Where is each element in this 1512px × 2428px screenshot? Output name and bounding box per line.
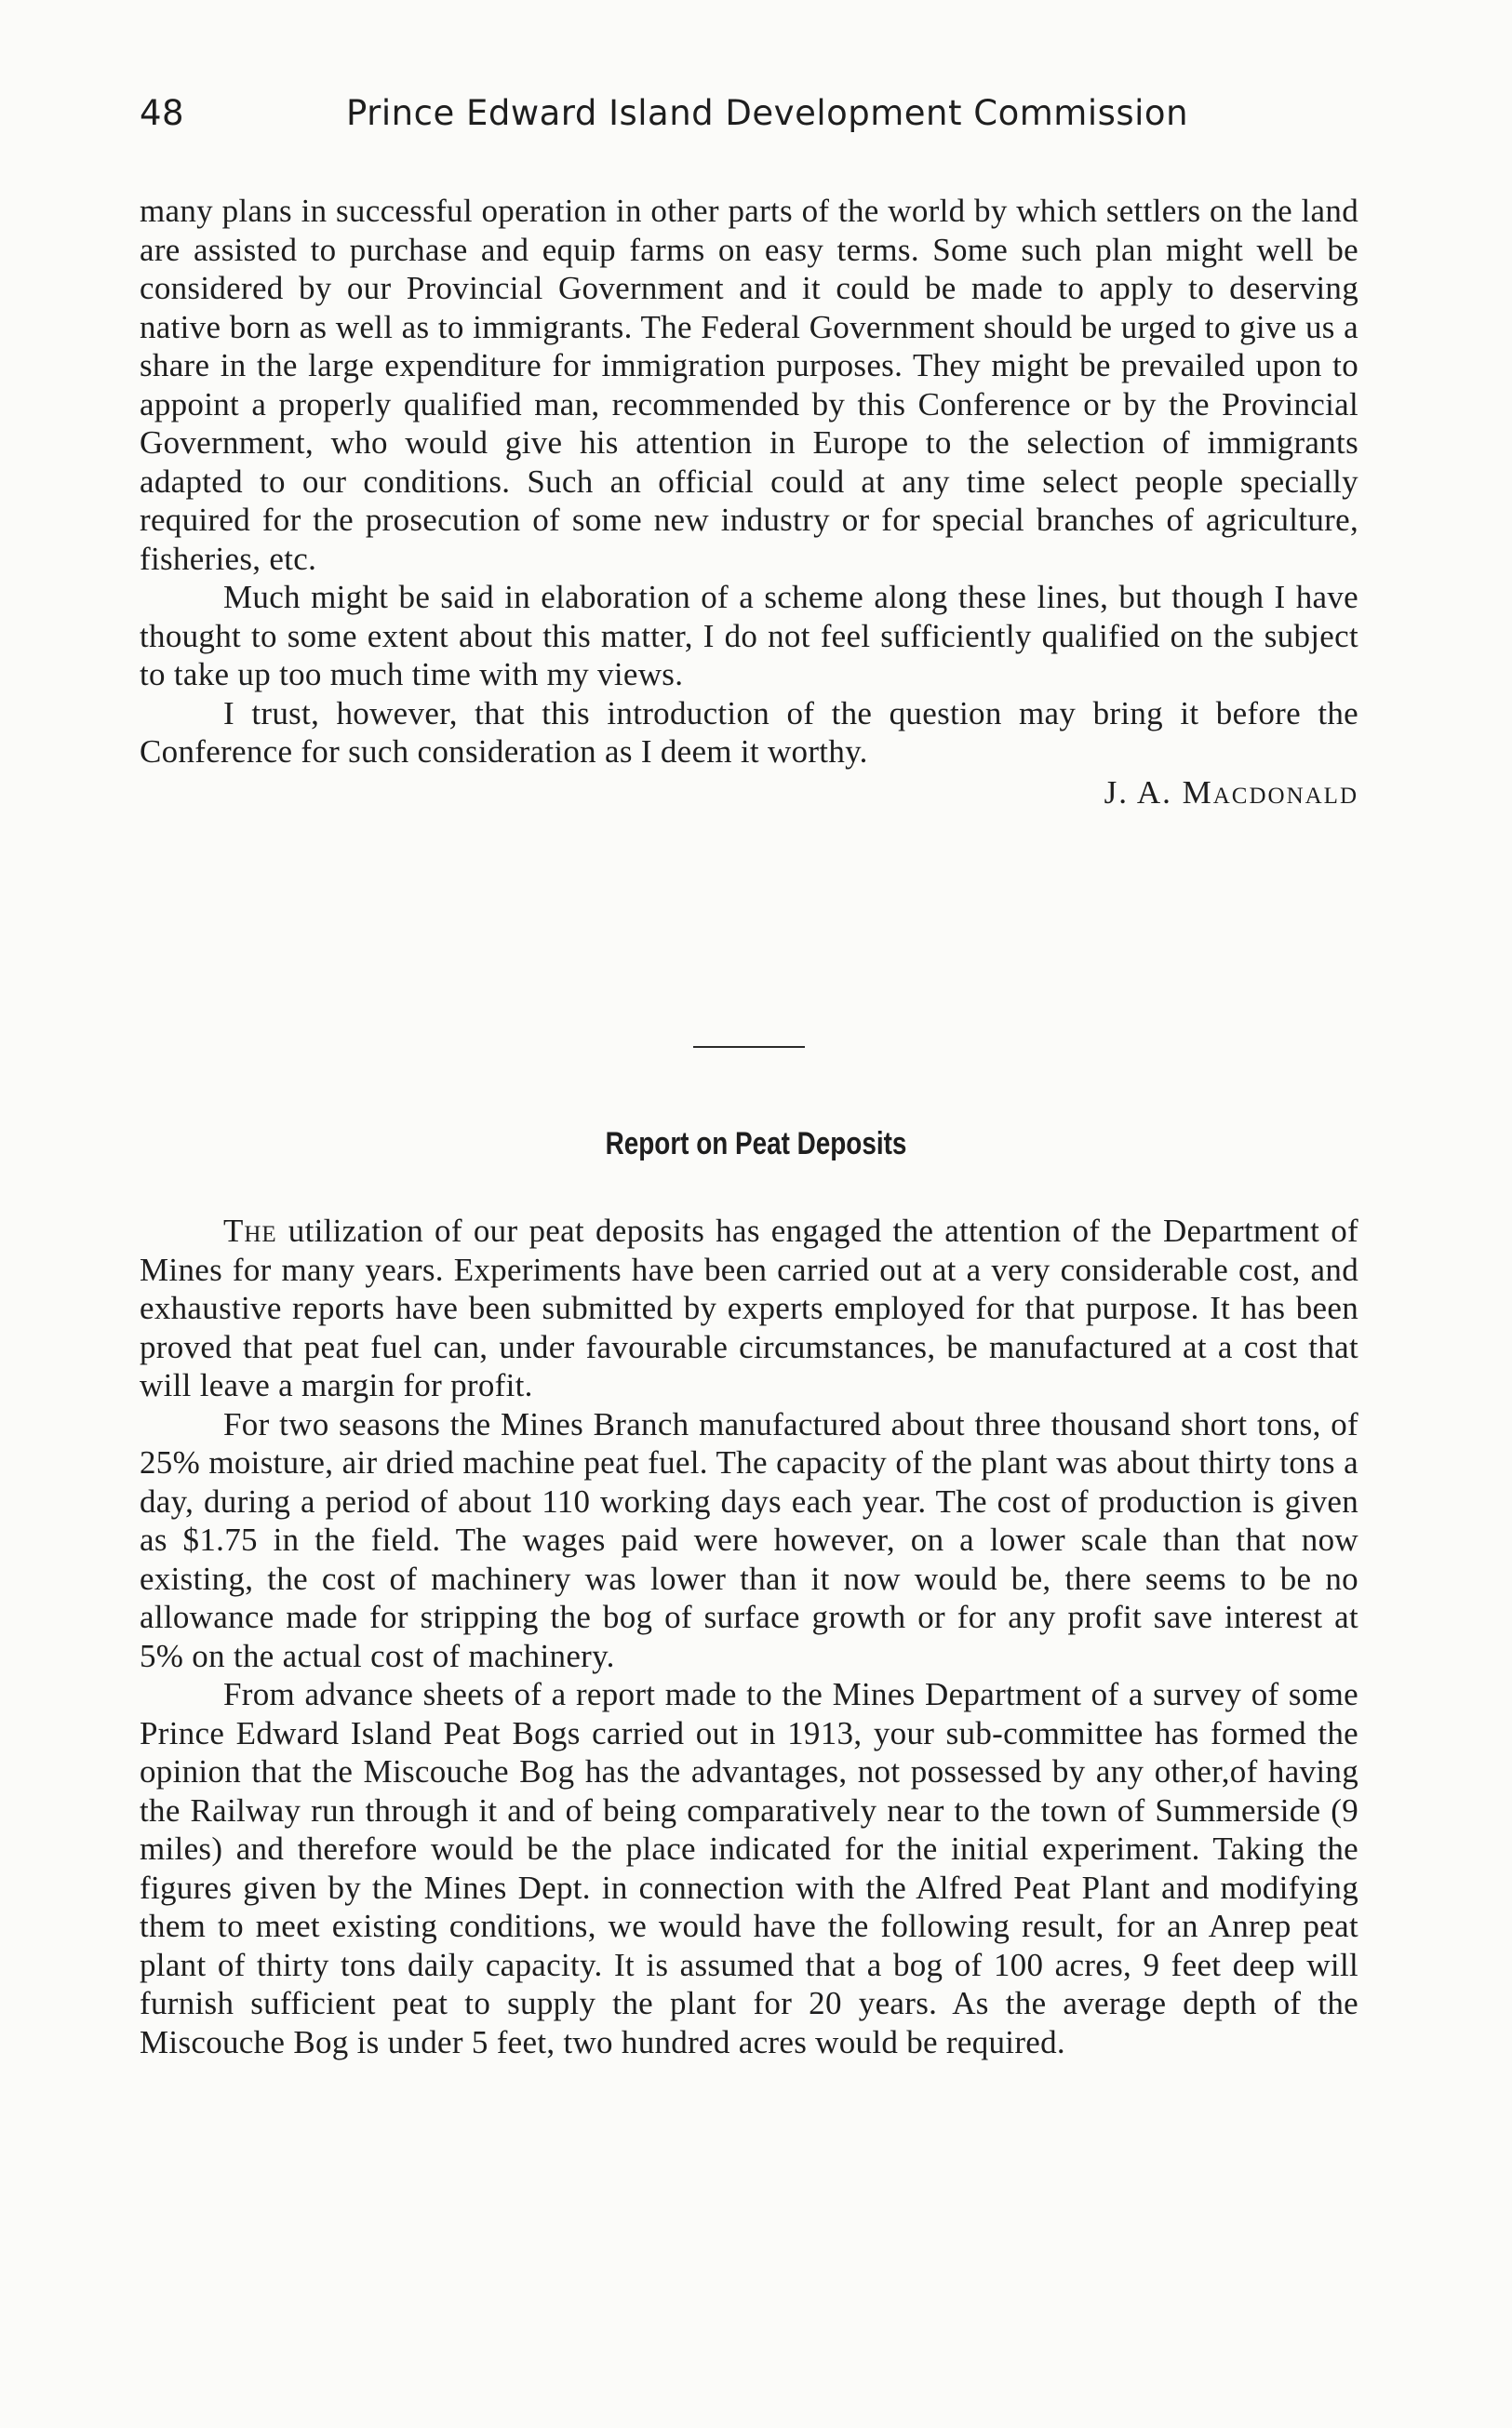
report-paragraph <box>140 1212 1358 1405</box>
signature-line <box>140 773 1358 818</box>
section-heading: Report on Peat Deposits <box>605 1126 907 1161</box>
running-header <box>140 93 1368 149</box>
signature: J. A. Macdonald <box>1104 773 1358 811</box>
report-text <box>140 1212 1358 2061</box>
report-paragraph: For two seasons the Mines Branch manufactured about three thousand short tons, of 25% moisture, air dried machine peat fuel. The capacity of the plant was about thirty tons a day, during a period of about 110 working days each year. The cost of production is given as $1.75 in the field. The wages paid were however, on a lower scale than that now existing, the cost of machinery was lower than it now would be, there seems to be no allowance made for stripping the bog of surface growth or for any profit save interest at 5% on the actual cost of machinery. <box>140 1405 1358 1674</box>
report-paragraph: From advance sheets of a report made to the Mines Department of a survey of some Prince Edward Island Peat Bogs carried out in 1913, your sub-committee has formed the opinion that the Miscouche Bog has the advantages, not possessed by any other,of having the Railway run through it and of being comparatively near to the town of Summerside (9 miles) and therefore would be the place indicated for the initial experiment. Taking the figures given by the Mines Dept. in connection with the Alfred Peat Plant and modifying them to meet existing conditions, we would have the following result, for an Anrep peat plant of thirty tons daily capacity. It is assumed that a bog of 100 acres, 9 feet deep will furnish sufficient peat to supply the plant for 20 years. As the average depth of the Miscouche Bog is under 5 feet, two hundred acres would be required. <box>140 1676 1358 2060</box>
letter-paragraph: I trust, however, that this introduction of the question may bring it before the Conference for such consideration as I deem it worthy. <box>140 694 1358 770</box>
section-divider <box>693 1046 805 1048</box>
letter-text <box>140 192 1358 818</box>
report-paragraph-body: utilization of our peat deposits has engaged the attention of the Department of Mines for many years. Experiments have been carried out at a very considerable cost, and exhaustive reports have been submitted by experts employed for that purpose. It has been proved that peat fuel can, under favourable circumstances, be manufactured at a cost that will leave a margin for profit. <box>140 1213 1358 1403</box>
page-number: 48 <box>140 93 185 133</box>
lead-word: The <box>223 1213 277 1249</box>
letter-paragraph: many plans in successful operation in other parts of the world by which settlers on the land are assisted to purchase and equip farms on easy terms. Some such plan might well be considered by our Provincial Government and it could be made to apply to deserving native born as well as to immigrants. The Federal Government should be urged to give us a share in the large expenditure for immigration purposes. They might be prevailed upon to appoint a properly qualified man, recommended by this Conference or by the Provincial Government, who would give his attention in Europe to the selection of immigrants adapted to our conditions. Such an official could at any time select people specially required for the prosecution of some new industry or for special branches of agriculture, fisheries, etc. <box>140 193 1358 577</box>
running-title: Prince Edward Island Development Commission <box>346 93 1189 133</box>
letter-paragraph: Much might be said in elaboration of a scheme along these lines, but though I have thought to some extent about this matter, I do not feel sufficiently qualified on the subject to take up too much time with my views. <box>140 579 1358 692</box>
